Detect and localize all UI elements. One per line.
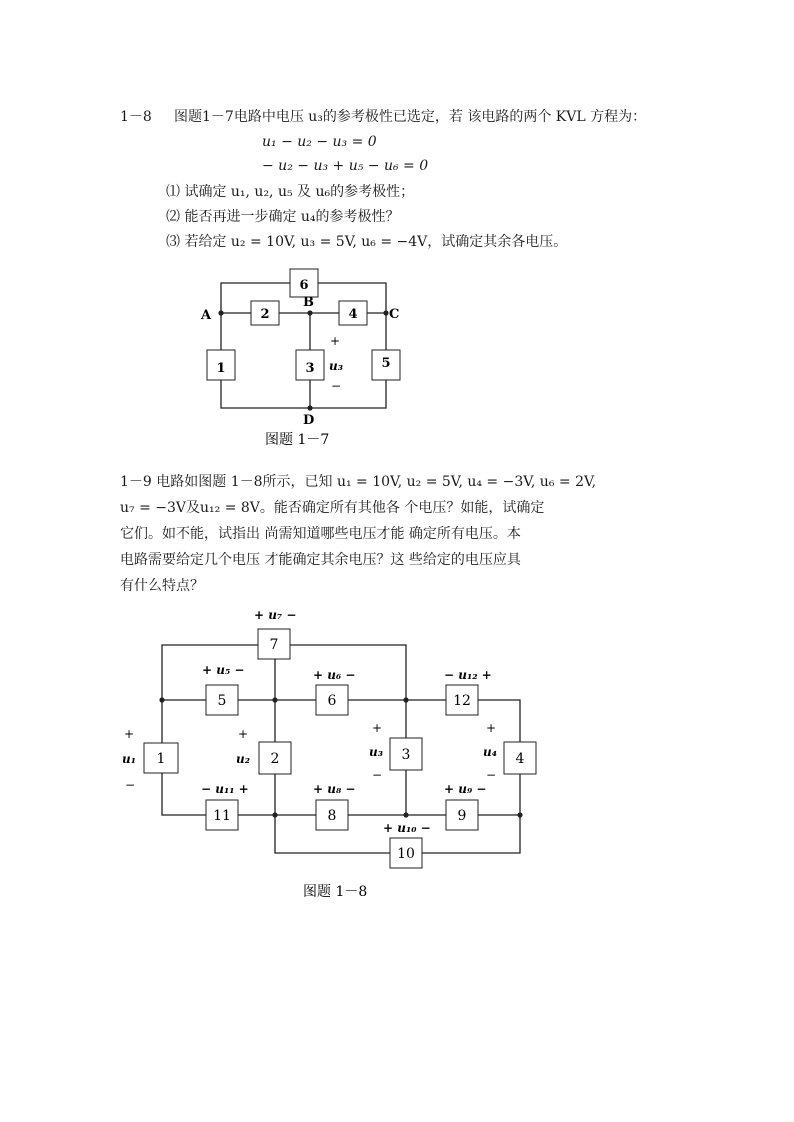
problem-1-9-line-3: 它们。如不能，试指出 尚需知道哪些电压才能 确定所有电压。本 [120,526,521,542]
fig18-u3-label: u₃ [369,745,383,759]
fig18-caption: 图题 1－8 [303,884,368,900]
fig18-box-10-label: 10 [397,846,415,862]
fig18-u3-minus: − [372,768,383,782]
fig17-box-4-label: 4 [348,307,358,322]
fig18-box-2-label: 2 [270,751,280,767]
fig18-node-dot [159,697,164,702]
fig18-node-dot [517,812,522,817]
kvl-equation-1: u₁ − u₂ − u₃ = 0 [262,134,377,150]
fig17-box-6-label: 6 [299,278,309,293]
fig18-u1-plus: + [124,727,135,741]
fig17-caption: 图题 1－7 [265,432,330,448]
problem-1-9-line-2: u₇ = −3V及u₁₂ = 8V。能否确定所有其他各 个电压？如能，试确定 [120,500,545,516]
fig18-u10-label: + u₁₀ − [383,821,431,835]
problem-1-8-number: 1－8 [120,109,152,125]
problem-1-8-item-1: ⑴ 试确定 u₁, u₂, u₅ 及 u₆的参考极性； [166,184,415,200]
fig18-box-1-label: 1 [156,751,166,767]
problem-1-9-line-4: 电路需要给定几个电压 才能确定其余电压？这 些给定的电压应具 [120,552,521,568]
kvl-equation-2: − u₂ − u₃ + u₅ − u₆ = 0 [262,158,429,174]
problem-1-8-item-3: ⑶ 若给定 u₂ = 10V, u₃ = 5V, u₆ = −4V，试确定其余各电压。 [166,234,568,250]
fig18-u3-plus: + [372,721,383,735]
fig18-node-dot [272,697,277,702]
fig18-u6-label: + u₆ − [313,668,356,682]
fig17-box-5-label: 5 [381,356,391,371]
fig18-u1-minus: − [125,778,136,792]
fig18-u11-label: − u₁₁ + [201,782,249,796]
fig18-u2-plus: + [238,727,249,741]
fig18-box-7-label: 7 [269,637,279,653]
fig18-box-6-label: 6 [327,693,337,709]
fig18-box-9-label: 9 [457,808,467,824]
problem-1-8-statement: 图题1－7电路中电压 u₃的参考极性已选定，若 该电路的两个 KVL 方程为： [174,109,647,125]
fig18-box-8-label: 8 [327,808,337,824]
fig17-node-a: A [201,308,212,323]
fig17-box-1-label: 1 [216,361,226,376]
fig18-box-3-label: 3 [401,747,411,763]
fig18-node-dot [272,812,277,817]
fig18-u5-label: + u₅ − [202,663,245,677]
fig18-box-12-label: 12 [453,693,471,709]
fig18-u8-label: + u₈ − [313,782,356,796]
fig17-node-d: D [303,413,315,428]
fig17-node-b: B [303,295,314,310]
fig18-node-dot [403,697,408,702]
fig18-box-11-label: 11 [213,808,231,824]
fig18-u1-label: u₁ [122,752,136,766]
fig18-u4-minus: − [486,768,497,782]
fig17-u3-label: u₃ [329,359,343,373]
fig18-u2-label: u₂ [236,752,250,766]
fig18-u7-label: + u₇ − [254,608,297,622]
fig17-u3-minus: − [331,379,342,393]
problem-1-9-line-5: 有什么特点？ [120,578,204,594]
fig18-u12-label: − u₁₂ + [444,668,492,682]
problem-1-9-line-1: 1－9 电路如图题 1－8所示，已知 u₁ = 10V, u₂ = 5V, u₄ = −3V, u₆ = 2V, [120,474,597,490]
fig18-u9-label: + u₉ − [444,782,487,796]
problem-1-8-item-2: ⑵ 能否再进一步确定 u₄的参考极性？ [166,209,400,225]
fig18-box-4-label: 4 [515,751,525,767]
fig17-node-c: C [389,307,400,322]
fig18-box-5-label: 5 [217,693,227,709]
fig18-node-dot [403,812,408,817]
fig18-u4-plus: + [486,721,497,735]
fig17-box-2-label: 2 [260,307,270,322]
fig18-u4-label: u₄ [483,745,497,759]
fig17-u3-plus: + [330,334,341,348]
fig17-box-3-label: 3 [305,361,315,376]
